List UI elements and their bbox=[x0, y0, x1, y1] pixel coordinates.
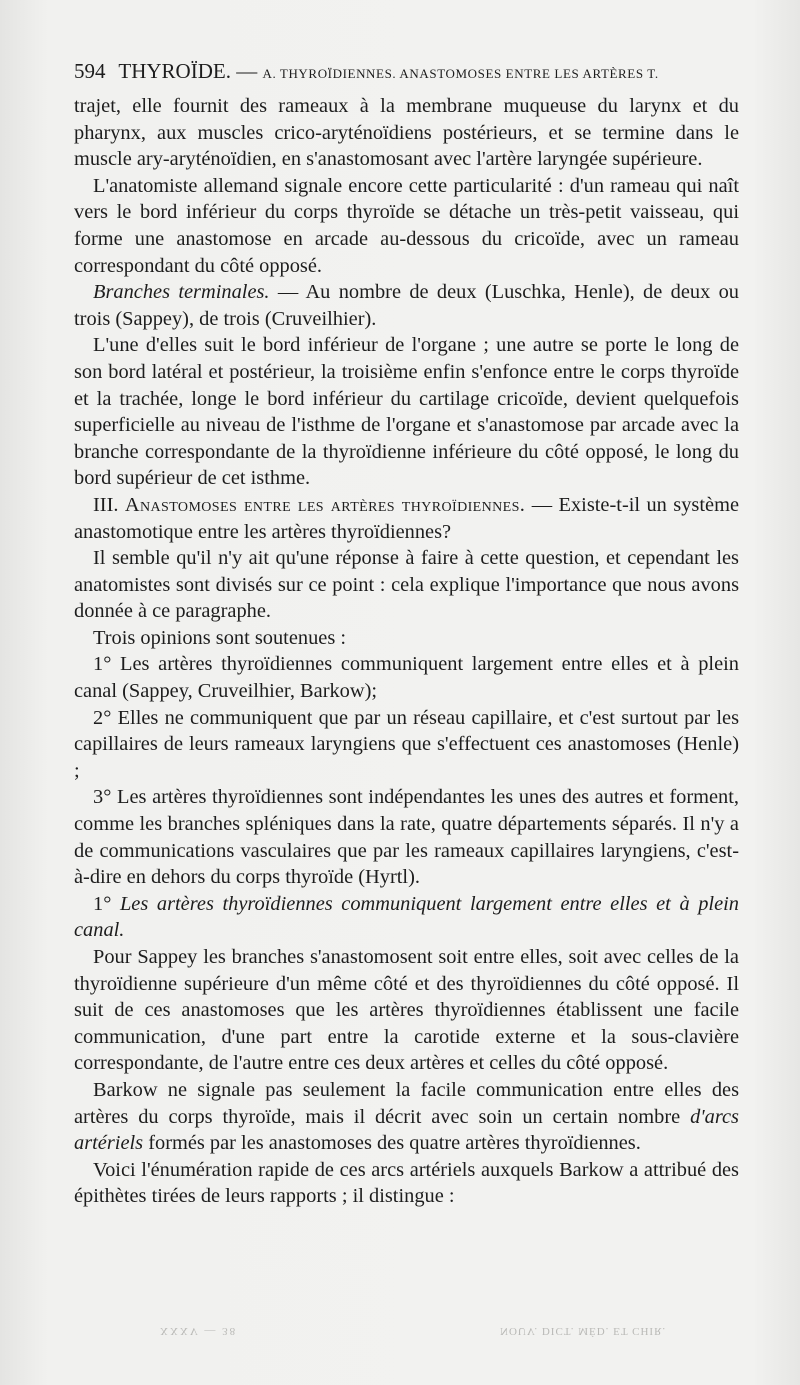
paragraph bbox=[74, 1077, 739, 1157]
header-title: THYROÏDE. bbox=[118, 59, 231, 83]
running-header bbox=[74, 56, 734, 89]
paragraph bbox=[74, 492, 739, 545]
subsection-number: 1° bbox=[93, 892, 120, 915]
paragraph: trajet, elle fournit des rameaux à la membrane muqueuse du larynx et du pharynx, aux muscles crico-aryténoïdiens postérieurs, et se termine dans le muscle ary-aryténoïdien, en s'anastomosant avec l'artère laryngée supérieure. bbox=[74, 95, 739, 171]
paragraph: L'anatomiste allemand signale encore cette particularité : d'un rameau qui naît vers le bord inférieur du corps thyroïde se détache un très-petit vaisseau, qui forme une anastomose en arcade au-dessous du cricoïde, avec un rameau correspondant du côté opposé. bbox=[74, 174, 739, 277]
page-number: 594 bbox=[74, 59, 106, 83]
paragraph: Pour Sappey les branches s'anastomosent soit entre elles, soit avec celles de la thyroïdienne supérieure d'un même côté et des thyroïdiennes du côté opposé. Il suit de ces anastomoses que les artères thyroïdiennes établissent une facile communication, d'une part entre la carotide externe et la sous-clavière correspondante, de l'autre entre ces deux artères et celles du côté opposé. bbox=[74, 946, 739, 1075]
paragraph: L'une d'elles suit le bord inférieur de l'organe ; une autre se porte le long de son bord latéral et postérieur, la troisième enfin s'enfonce entre le corps thyroïde et la trachée, longe le bord inférieur du cartilage cricoïde, devient quelquefois superficielle au niveau de l'isthme de l'organe et s'anastomose par arcade avec la branche correspondante de la thyroïdienne inférieure du côté opposé, le long du bord supérieur de cet isthme. bbox=[74, 334, 739, 490]
body-text bbox=[74, 93, 739, 1210]
paragraph: 2° Elles ne communiquent que par un réseau capillaire, et c'est surtout par les capillaires de leurs rameaux laryngiens que s'effectuent ces anastomoses (Henle) ; bbox=[74, 706, 739, 782]
paragraph: 3° Les artères thyroïdiennes sont indépendantes les unes des autres et forment, comme les branches spléniques dans la rate, quatre départements séparés. Il n'y a de communications vasculaires que par les rameaux capillaires laryngiens, c'est-à-dire en dehors du corps thyroïde (Hyrtl). bbox=[74, 786, 739, 889]
header-dash: — bbox=[236, 59, 258, 83]
footer-volume: XXXV — 38 bbox=[160, 1325, 238, 1337]
section-label: Branches terminales. bbox=[93, 281, 270, 304]
section-heading: Anastomoses entre les artères thyroïdiennes. bbox=[124, 493, 526, 516]
paragraph: 1° Les artères thyroïdiennes communiquent largement entre elles et à plein canal (Sappey, Cruveilhier, Barkow); bbox=[74, 653, 739, 703]
paragraph-text: Barkow ne signale pas seulement la facile communication entre elles des artères du corps thyroïde, mais il décrit avec soin un certain nombre bbox=[74, 1078, 739, 1128]
paragraph bbox=[74, 279, 739, 332]
paragraph-text: — Au nombre de deux (Luschka, Henle), de deux ou trois (Sappey), de trois (Cruveilhier). bbox=[74, 281, 739, 330]
paragraph-text: formés par les anastomoses des quatre artères thyroïdiennes. bbox=[143, 1132, 641, 1155]
paragraph: Voici l'énumération rapide de ces arcs artériels auxquels Barkow a attribué des épithètes tirées de leurs rapports ; il distingue : bbox=[74, 1158, 739, 1208]
subsection-heading: Les artères thyroïdiennes communiquent largement entre elles et à plein canal. bbox=[74, 892, 739, 942]
footer-signature: NOUV. DICT. MÉD. ET CHIR. bbox=[500, 1325, 667, 1337]
paragraph bbox=[74, 891, 739, 944]
emphasis: d'arcs artériels bbox=[74, 1105, 739, 1155]
paragraph: Il semble qu'il n'y ait qu'une réponse à faire à cette question, et cependant les anatomistes sont divisés sur ce point : cela explique l'importance que nous avons donnée à ce paragraphe. bbox=[74, 547, 739, 623]
paragraph-text: — Existe-t-il un système anastomotique entre les artères thyroïdiennes? bbox=[74, 493, 739, 543]
header-subtitle: A. THYROÏDIENNES. ANASTOMOSES ENTRE LES ARTÈRES T. bbox=[262, 66, 659, 81]
paragraph: Trois opinions sont soutenues : bbox=[93, 626, 347, 649]
section-number: III. bbox=[93, 493, 125, 516]
